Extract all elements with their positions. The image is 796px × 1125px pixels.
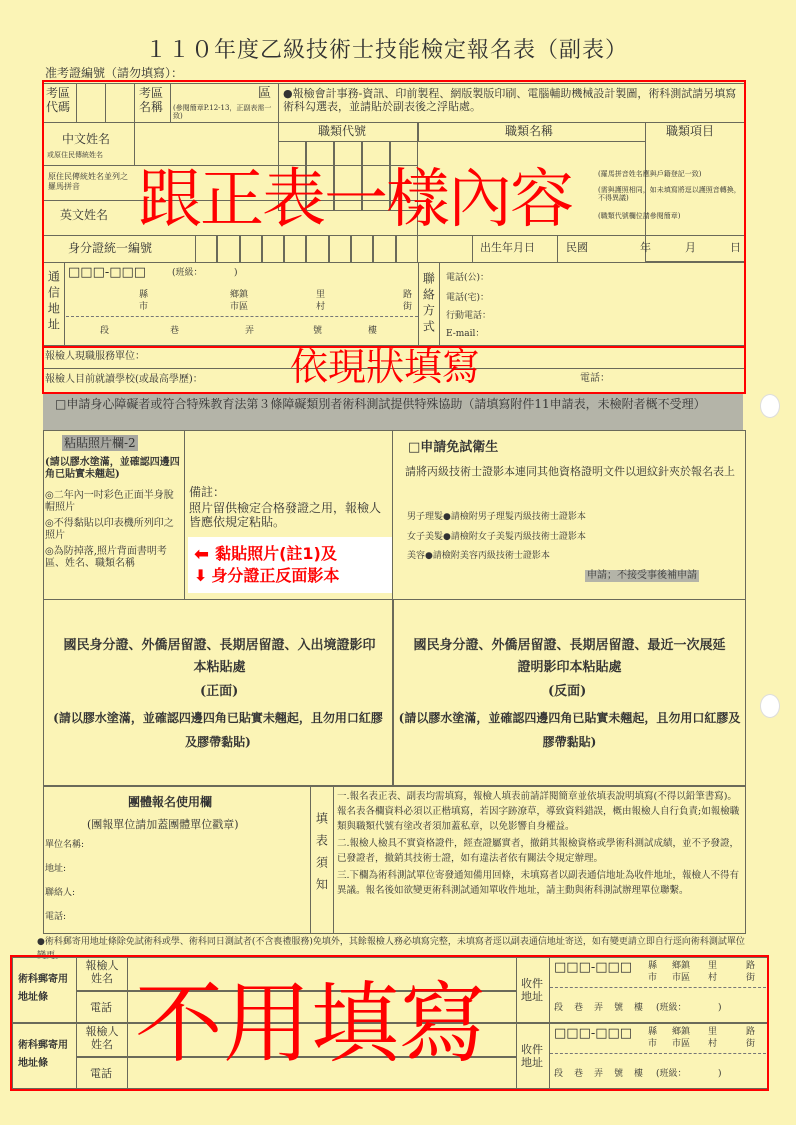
banner-text-2: 身分證正反面影本: [211, 566, 340, 586]
english-name-note: (需與護照相同，如未填寫將逕以護照音轉換，不得異議): [598, 186, 741, 203]
town-label: 鄉鎮: [230, 290, 249, 300]
number-label: 號: [614, 1003, 624, 1013]
id-back-glue-note: (請以膠水塗滿，並確認四邊四角已貼實未翹起，且勿用口紅膠及膠帶黏貼): [398, 711, 741, 749]
slip-name-label: 報檢人姓名: [85, 959, 119, 986]
class-label: (班級： ): [656, 1069, 722, 1079]
road-label: 路: [746, 961, 756, 971]
floor-label: 樓: [634, 1069, 644, 1079]
exempt-line-3: 美容●請檢附美容丙級技術士證影本: [407, 551, 550, 561]
job-code-note: (職類代號欄位請參閱簡章): [598, 212, 681, 220]
floor-label: 樓: [634, 1003, 644, 1013]
district-label: 區: [258, 86, 272, 101]
aboriginal-label: 原住民傳統姓名並列之羅馬拼音: [48, 172, 128, 191]
class-label: (班級： ): [656, 1003, 722, 1013]
special-assistance-row[interactable]: [43, 394, 743, 430]
english-name-label: 英文姓名: [60, 208, 109, 222]
notice-list: [337, 789, 742, 900]
district-area-label: 市區: [672, 1039, 691, 1049]
road-label: 路: [746, 1027, 756, 1037]
number-label: 號: [313, 326, 323, 336]
town-label: 鄉鎮: [672, 1027, 691, 1037]
phone-label: 電話：: [580, 373, 610, 384]
overlay-same-as-main: 跟正表一樣內容: [138, 163, 572, 237]
id-back-title: 國民身分證、外僑居留證、長期居留證、最近一次展延證明影印本粘貼處: [413, 638, 726, 675]
photo-title: 粘貼照片欄-2: [64, 436, 136, 450]
exam-area-code-label: 考區代碼: [46, 86, 71, 115]
exempt-desc: 請將丙級技術士證影本連同其他資格證明文件以迴紋針夾於報名表上: [405, 465, 735, 478]
village-label: 村: [316, 302, 326, 312]
li-label: 里: [708, 961, 718, 971]
section-label: 段: [554, 1003, 564, 1013]
slip-phone-label: 電話: [90, 1001, 112, 1014]
day-label: 日: [730, 241, 741, 254]
alley-label: 弄: [594, 1069, 604, 1079]
group-title: 團體報名使用欄: [128, 795, 213, 809]
class-label: (班級： ): [172, 268, 238, 278]
id-front-title: 國民身分證、外僑居留證、長期居留證、入出境證影印本粘貼處: [63, 638, 376, 675]
street-label: 街: [403, 302, 413, 312]
slip-recv-label: 收件地址: [521, 977, 543, 1004]
section-label: 段: [554, 1069, 564, 1079]
exempt-line-4: 申請；不接受事後補申請: [587, 570, 697, 581]
town-label: 鄉鎮: [672, 961, 691, 971]
id-copy-section: [43, 599, 746, 786]
lane-label: 巷: [574, 1003, 584, 1013]
exempt-line-1: 男子理髮●請檢附男子理髮丙級技術士證影本: [407, 512, 586, 522]
exempt-checkbox[interactable]: □申請免試衛生: [408, 440, 499, 455]
village-label: 村: [708, 973, 718, 983]
notice-2: 二.報檢人檢具不實資格證件，經查證屬實者，撤銷其報檢資格或學術科測試成績，並不予發證，已發證者，撤銷其技術士證，如有違法者依有關法令規定辦理。: [337, 838, 740, 864]
page-title: １１０年度乙級技術士技能檢定報名表（副表）: [145, 38, 629, 63]
li-label: 里: [316, 290, 326, 300]
id-front-label: (正面): [200, 684, 239, 699]
contact-label: 聯絡方式: [421, 272, 436, 336]
city-label: 市: [139, 302, 149, 312]
id-front-glue-note: (請以膠水塗滿，並確認四邊四角已貼實未翹起，且勿用口紅膠及膠帶黏貼): [53, 711, 383, 749]
exempt-line-2: 女子美髮●請檢附女子美髮丙級技術士證影本: [407, 532, 586, 542]
group-unit-label: 單位名稱:: [45, 840, 85, 850]
remark-title: 備註：: [189, 485, 226, 499]
district-area-label: 市區: [672, 973, 691, 983]
number-label: 號: [614, 1069, 624, 1079]
county-label: 縣: [648, 961, 658, 971]
floor-label: 樓: [368, 326, 378, 336]
mail-slip-note: ●術科郵寄用地址條除免試術科或學、術科同日測試者(不含喪禮服務)免填外，其餘報檢人務必填寫完整，未填寫者逕以副表通信地址寄送，如有變更請立即自行逕向術科測試單位變更。: [37, 937, 745, 961]
group-address-label: 地址:: [45, 864, 67, 874]
notice-3: 三.下欄為術科測試單位寄發通知備用回條，未填寫者以副表通信地址為收件地址，報檢人不得有異議。報名後如欲變更術科測試通知單收件地址，請主動與術科測試辦理單位聯繫。: [337, 870, 740, 896]
group-sub: (團報單位請加蓋團體單位戳章): [87, 818, 239, 831]
lane-label: 巷: [574, 1069, 584, 1079]
slip-postal[interactable]: □□□-□□□: [554, 1026, 633, 1041]
id-label: 身分證統一編號: [68, 241, 153, 255]
tel-home-label: 電話(宅)：: [446, 293, 490, 303]
special-assistance-checkbox-label: □申請身心障礙者或符合特殊教育法第３條障礙類別者術科測試提供特殊協助（請填寫附件11申請表，未檢附者概不受理）: [55, 397, 706, 411]
punch-hole: [760, 694, 780, 718]
mobile-label: 行動電話：: [446, 311, 492, 321]
photo-glue-note: (請以膠水塗滿，並確認四邊四角已貼實未翹起): [45, 457, 180, 480]
county-label: 縣: [139, 290, 149, 300]
remark-text: 照片留供檢定合格發證之用，報檢人皆應依規定粘貼。: [189, 501, 382, 530]
group-contact-label: 聯絡人:: [45, 888, 76, 898]
exam-area-name-label: 考區名稱: [139, 86, 164, 115]
slip-name-label: 報檢人姓名: [85, 1025, 119, 1052]
district-note: (參閱簡章P.12-13，正副表需一致): [173, 104, 272, 121]
banner-text: 黏貼照片(註1)及: [215, 544, 337, 564]
postal-code-boxes[interactable]: □□□-□□□: [68, 265, 147, 280]
tel-office-label: 電話(公)：: [446, 273, 490, 283]
cn-name-label: 中文姓名: [62, 132, 111, 146]
down-arrow-icon: ⬇: [194, 566, 208, 586]
photo-rule-1: ◎二年內一吋彩色正面半身脫帽照片: [45, 490, 174, 513]
month-label: 月: [685, 241, 696, 254]
street-label: 街: [746, 1039, 756, 1049]
slip-phone-label: 電話: [90, 1067, 112, 1080]
city-label: 市: [648, 1039, 658, 1049]
notice-1: 一.報名表正表、副表均需填寫，報檢人填表前請詳閱簡章並依填表說明填寫(不得以鉛筆書寫)。報名表各欄資料必須以正楷填寫，若因字跡潦草，導致資料錯誤，概由報檢人自行負責;如報檢職類與職類代號有塗改者須加蓋私章，以免影響自身權益。: [337, 791, 740, 832]
school-label: 報檢人目前就讀學校(或最高學歷)：: [45, 374, 203, 385]
overlay-no-fill: 不用填寫: [135, 972, 488, 1075]
year-label: 年: [640, 241, 651, 254]
aboriginal-note: (羅馬拼音姓名應與戶籍登記一致): [598, 170, 702, 178]
left-arrow-icon: ⬅: [194, 543, 210, 565]
slip-label: 術科郵寄用地址條: [18, 974, 68, 1003]
notice-label: 填表須知: [314, 812, 329, 900]
slip-recv-label: 收件地址: [521, 1043, 543, 1070]
slip-label: 術科郵寄用地址條: [18, 1040, 68, 1069]
job-name-header: 職類名稱: [505, 124, 554, 138]
birth-label: 出生年月日: [480, 241, 535, 254]
district-area-label: 市區: [230, 302, 249, 312]
cn-name-sub: 或原住民傳統姓名: [47, 151, 103, 159]
exam-number-label: 准考證編號（請勿填寫）：: [45, 66, 184, 80]
divider: [392, 599, 394, 786]
employer-label: 報檢人現職服務單位：: [45, 351, 145, 362]
slip-postal[interactable]: □□□-□□□: [554, 960, 633, 975]
road-label: 路: [403, 290, 413, 300]
punch-hole: [760, 394, 780, 418]
photo-rule-3: ◎為防掉落,照片背面書明考區、姓名、職類名稱: [45, 546, 167, 569]
village-label: 村: [708, 1039, 718, 1049]
section-label: 段: [100, 326, 110, 336]
email-label: E-mail：: [446, 329, 485, 339]
li-label: 里: [708, 1027, 718, 1037]
overlay-fill-current: 依現狀填寫: [290, 345, 481, 389]
id-back-label: (反面): [548, 684, 587, 699]
accounting-note: ●報檢會計事務-資訊、印前製程、網版製版印刷、電腦輔助機械設計製圖，術科測試請另填寫術科勾選表，並請貼於副表後之浮貼處。: [283, 87, 737, 114]
photo-instruction-banner: [188, 537, 392, 593]
job-item-header: 職類項目: [666, 124, 715, 138]
alley-label: 弄: [594, 1003, 604, 1013]
photo-rule-2: ◎不得黏貼以印表機所列印之照片: [45, 518, 174, 541]
address-label: 通信地址: [46, 270, 61, 334]
county-label: 縣: [648, 1027, 658, 1037]
city-label: 市: [648, 973, 658, 983]
group-phone-label: 電話:: [45, 912, 67, 922]
job-code-header: 職類代號: [318, 124, 367, 138]
lane-label: 巷: [170, 326, 180, 336]
roc-label: 民國: [566, 241, 588, 254]
street-label: 街: [746, 973, 756, 983]
alley-label: 弄: [245, 326, 255, 336]
